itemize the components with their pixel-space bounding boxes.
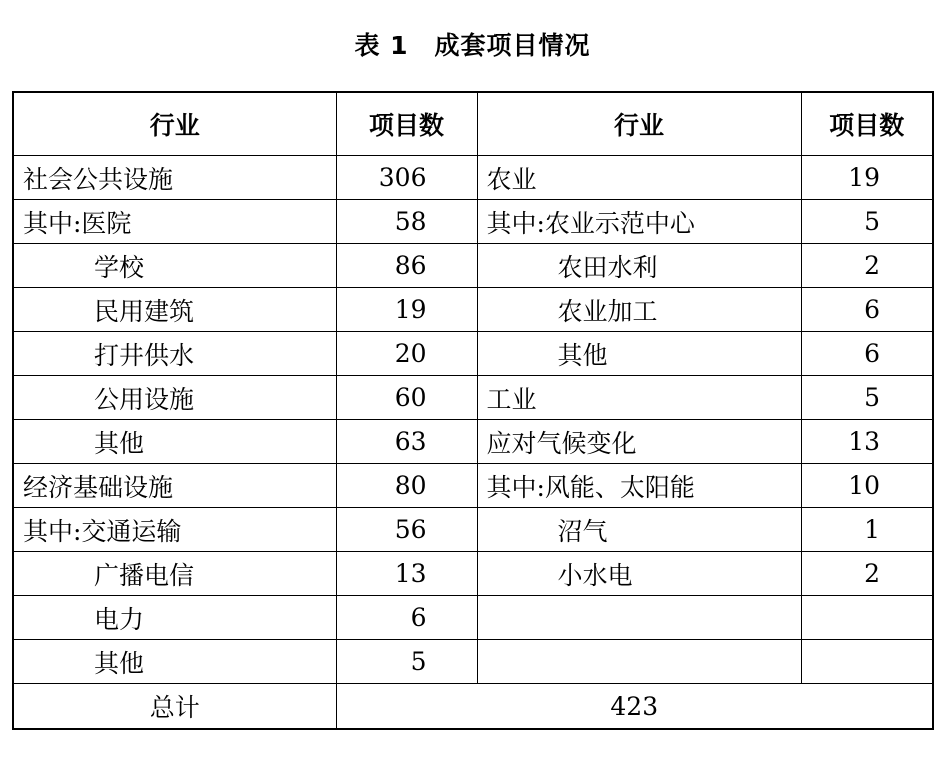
left-industry-cell: 其中:交通运输 [13, 508, 336, 552]
header-industry-right: 行业 [477, 92, 801, 156]
table-row [13, 332, 933, 376]
table-row [13, 464, 933, 508]
right-count-cell: 2 [801, 244, 933, 288]
left-count-cell: 58 [336, 200, 477, 244]
left-industry-cell: 其他 [13, 420, 336, 464]
table-row [13, 200, 933, 244]
table-body [13, 156, 933, 684]
header-count-right: 项目数 [801, 92, 933, 156]
header-count-left: 项目数 [336, 92, 477, 156]
projects-table [12, 91, 934, 730]
left-industry-cell: 其他 [13, 640, 336, 684]
table-row [13, 596, 933, 640]
right-count-cell: 1 [801, 508, 933, 552]
right-count-cell: 19 [801, 156, 933, 200]
table-number: 表 1 [354, 31, 409, 60]
total-label: 总计 [13, 684, 336, 730]
left-count-cell: 20 [336, 332, 477, 376]
left-industry-cell: 社会公共设施 [13, 156, 336, 200]
table-row [13, 508, 933, 552]
left-count-cell: 306 [336, 156, 477, 200]
total-row [13, 684, 933, 730]
table-row [13, 552, 933, 596]
total-value: 423 [336, 684, 933, 730]
table-row [13, 288, 933, 332]
right-count-cell: 6 [801, 288, 933, 332]
left-count-cell: 56 [336, 508, 477, 552]
right-industry-cell: 工业 [477, 376, 801, 420]
table-caption: 成套项目情况 [434, 31, 591, 60]
header-industry-left: 行业 [13, 92, 336, 156]
table-row [13, 244, 933, 288]
left-count-cell: 80 [336, 464, 477, 508]
right-count-cell: 2 [801, 552, 933, 596]
table-row [13, 376, 933, 420]
left-industry-cell: 其中:医院 [13, 200, 336, 244]
left-count-cell: 6 [336, 596, 477, 640]
left-industry-cell: 民用建筑 [13, 288, 336, 332]
table-row [13, 156, 933, 200]
left-count-cell: 19 [336, 288, 477, 332]
left-industry-cell: 打井供水 [13, 332, 336, 376]
right-industry-cell: 农田水利 [477, 244, 801, 288]
left-industry-cell: 学校 [13, 244, 336, 288]
right-industry-cell [477, 596, 801, 640]
right-count-cell [801, 640, 933, 684]
right-industry-cell: 农业加工 [477, 288, 801, 332]
right-count-cell: 13 [801, 420, 933, 464]
right-count-cell: 5 [801, 376, 933, 420]
right-industry-cell [477, 640, 801, 684]
left-industry-cell: 公用设施 [13, 376, 336, 420]
right-industry-cell: 其他 [477, 332, 801, 376]
right-industry-cell: 其中:风能、太阳能 [477, 464, 801, 508]
right-industry-cell: 农业 [477, 156, 801, 200]
left-industry-cell: 广播电信 [13, 552, 336, 596]
right-industry-cell: 小水电 [477, 552, 801, 596]
right-industry-cell: 应对气候变化 [477, 420, 801, 464]
left-industry-cell: 经济基础设施 [13, 464, 336, 508]
left-count-cell: 60 [336, 376, 477, 420]
right-count-cell: 10 [801, 464, 933, 508]
left-count-cell: 86 [336, 244, 477, 288]
header-row [13, 92, 933, 156]
right-industry-cell: 沼气 [477, 508, 801, 552]
table-row [13, 640, 933, 684]
left-count-cell: 13 [336, 552, 477, 596]
table-row [13, 420, 933, 464]
table-title [0, 26, 945, 62]
right-count-cell [801, 596, 933, 640]
left-industry-cell: 电力 [13, 596, 336, 640]
right-count-cell: 5 [801, 200, 933, 244]
right-count-cell: 6 [801, 332, 933, 376]
left-count-cell: 5 [336, 640, 477, 684]
right-industry-cell: 其中:农业示范中心 [477, 200, 801, 244]
left-count-cell: 63 [336, 420, 477, 464]
